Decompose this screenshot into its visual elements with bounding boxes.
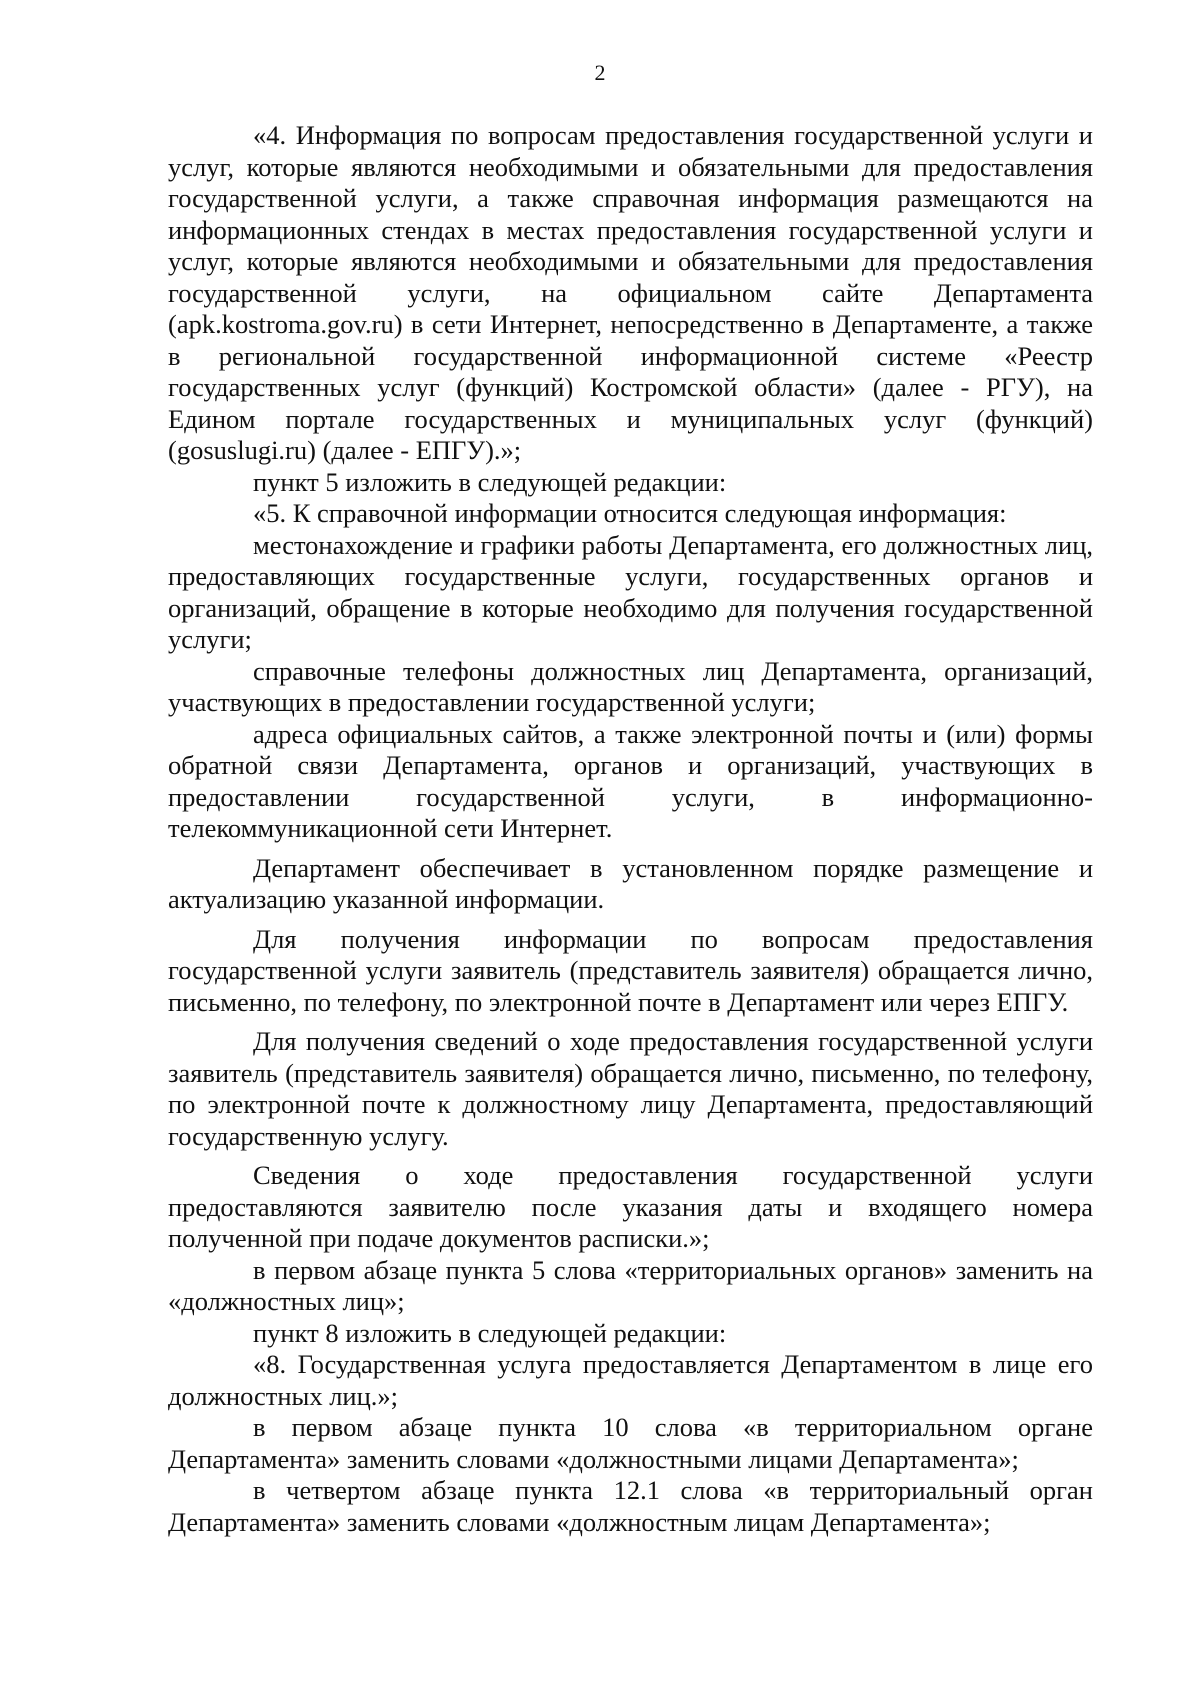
paragraph-websites: адреса официальных сайтов, а также электронной почты и (или) формы обратной связи Департамента, органов и организаций, участвующих в предоставлении государственной услуги, в информационно-телекоммуникационной сети Интернет.: [168, 718, 1093, 843]
paragraph-reference-info: «5. К справочной информации относится следующая информация:: [253, 498, 1007, 528]
paragraph-progress-details: Сведения о ходе предоставления государственной услуги предоставляются заявителю после указания даты и входящего номера полученной при подаче документов расписки.»;: [168, 1160, 1093, 1253]
paragraph-department-ensures: Департамент обеспечивает в установленном порядке размещение и актуализацию указанной информации.: [168, 852, 1093, 914]
paragraph-amend-point-8: пункт 8 изложить в следующей редакции:: [253, 1317, 727, 1348]
paragraph-point-8-text: «8. Государственная услуга предоставляется Департаментом в лице его должностных лиц.»;: [168, 1349, 1093, 1411]
paragraph-progress-info: Для получения сведений о ходе предоставления государственной услуги заявитель (представитель заявителя) обращается лично, письменно, по телефону, по электронной почте к должностному лицу Департамента, предоставляющий государственную услугу.: [168, 1026, 1093, 1151]
paragraph-info-placement: «4. Информация по вопросам предоставления государственной услуги и услуг, которые являются необходимыми и обязательными для предоставления государственной услуги, а также справочная информация размещаются на информационных стендах в местах предоставления государственной услуги и услуг, которые являются необходимыми и обязательными для предоставления государственной услуги, на официальном сайте Департамента (apk.kostroma.gov.ru) в сети Интернет, непосредственно в Департаменте, а также в региональной государственной информационной системе «Реестр государственных услуг (функций) Костромской области» (далее - РГУ), на Едином портале государственных и муниципальных услуг (функций) (gosuslugi.ru) (далее - ЕПГУ).»;: [168, 120, 1093, 465]
page-number: 2: [594, 60, 606, 85]
paragraph-amend-point-12-1: в четвертом абзаце пункта 12.1 слова «в территориальный орган Департамента» заменить словами «должностным лицам Департамента»;: [168, 1475, 1093, 1537]
paragraph-amend-point-5: пункт 5 изложить в следующей редакции:: [253, 466, 727, 497]
paragraph-obtaining-info: Для получения информации по вопросам предоставления государственной услуги заявитель (представитель заявителя) обращается лично, письменно, по телефону, по электронной почте в Департамент или через ЕПГУ.: [168, 923, 1093, 1017]
paragraph-phones: справочные телефоны должностных лиц Департамента, организаций, участвующих в предоставлении государственной услуги;: [168, 655, 1093, 717]
paragraph-amend-point-10: в первом абзаце пункта 10 слова «в территориальном органе Департамента» заменить словами «должностными лицами Департамента»;: [168, 1412, 1093, 1474]
paragraph-location-schedule: местонахождение и графики работы Департамента, его должностных лиц, предоставляющих государственные услуги, государственных органов и организаций, обращение в которые необходимо для получения государственной услуги;: [168, 529, 1093, 654]
document-body: [168, 120, 1093, 1538]
paragraph-amend-first-para-5: в первом абзаце пункта 5 слова «территориальных органов» заменить на «должностных лиц»;: [168, 1254, 1093, 1316]
